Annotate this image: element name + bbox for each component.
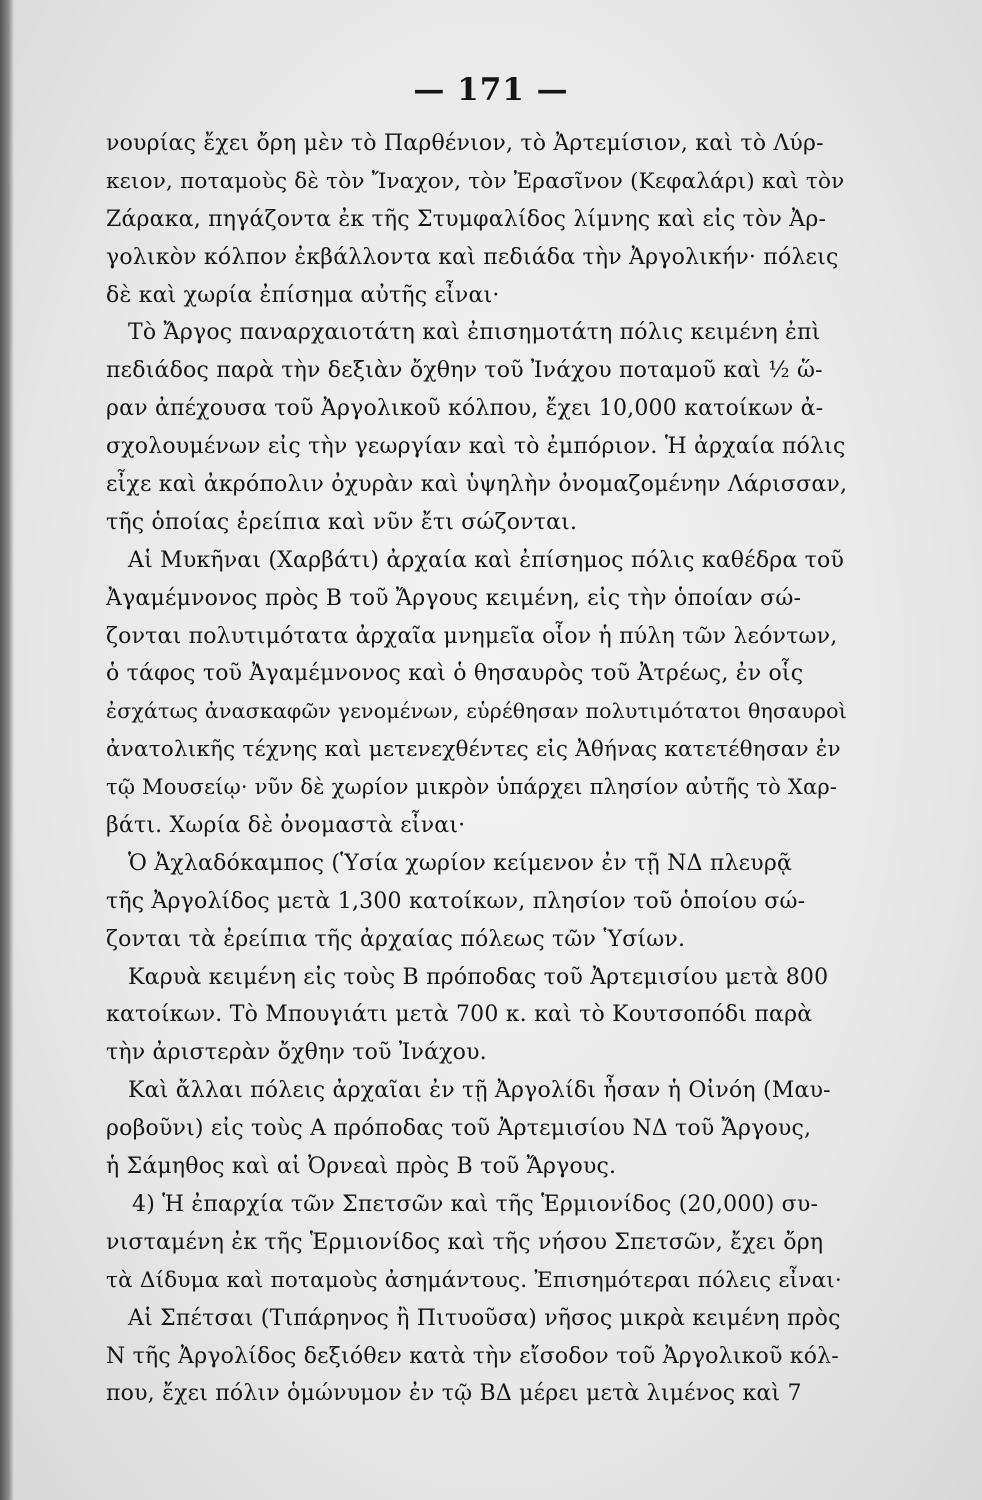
text-line: ἐσχάτως ἀνασκαφῶν γενομένων, εὑρέθησαν πολυτιμότατοι θησαυροὶ bbox=[106, 699, 847, 724]
text-line: τῆς Ἀργολίδος μετὰ 1,300 κατοίκων, πλησίον τοῦ ὁποίου σώ- bbox=[106, 888, 806, 914]
text-line: που, ἔχει πόλιν ὁμώνυμον ἐν τῷ ΒΔ μέρει μετὰ λιμένος καὶ 7 bbox=[106, 1381, 802, 1407]
text-line: Ν τῆς Ἀργολίδος δεξιόθεν κατὰ τὴν εἴσοδον τοῦ Ἀργολικοῦ κόλ- bbox=[106, 1343, 839, 1369]
text-line: νουρίας ἔχει ὄρη μὲν τὸ Παρθένιον, τὸ Ἀρτεμίσιον, καὶ τὸ Λύρ- bbox=[106, 131, 824, 156]
paragraph-start-line: Αἱ Σπέτσαι (Τιπάρηνος ἢ Πιτυοῦσα) νῆσος μικρὰ κειμένη πρὸς bbox=[128, 1305, 841, 1331]
text-line: ροβοῦνι) εἰς τοὺς Α πρόποδας τοῦ Ἀρτεμισίου ΝΔ τοῦ Ἄργους, bbox=[106, 1116, 812, 1142]
paragraph-start-line: Καρυὰ κειμένη εἰς τοὺς Β πρόποδας τοῦ Ἀρτεμισίου μετὰ 800 bbox=[128, 964, 829, 990]
page-number: — 171 — bbox=[413, 72, 569, 108]
text-line: τῷ Μουσείῳ· νῦν δὲ χωρίον μικρὸν ὑπάρχει πλησίον αὐτῆς τὸ Χαρ- bbox=[106, 775, 838, 800]
paragraph-start-line: Καὶ ἄλλαι πόλεις ἀρχαῖαι ἐν τῇ Ἀργολίδι ἦσαν ἡ Οἰνόη (Μαυ- bbox=[128, 1078, 831, 1104]
text-line: πεδιάδος παρὰ τὴν δεξιὰν ὄχθην τοῦ Ἰνάχου ποταμοῦ καὶ ½ ὥ- bbox=[106, 358, 823, 384]
text-line: τὴν ἀριστερὰν ὄχθην τοῦ Ἰνάχου. bbox=[106, 1040, 487, 1066]
text-line: ραν ἀπέχουσα τοῦ Ἀργολικοῦ κόλπου, ἔχει 10,000 κατοίκων ἀ- bbox=[106, 396, 824, 422]
text-line: εἶχε καὶ ἀκρόπολιν ὀχυρὰν καὶ ὑψηλὴν ὀνομαζομένην Λάρισσαν, bbox=[106, 472, 848, 498]
paragraph-start-line: 4) Ἡ ἐπαρχία τῶν Σπετσῶν καὶ τῆς Ἑρμιονίδος (20,000) συ- bbox=[132, 1191, 819, 1217]
text-line: τὰ Δίδυμα καὶ ποταμοὺς ἀσημάντους. Ἐπισημότεραι πόλεις εἶναι· bbox=[106, 1267, 842, 1293]
text-line: γολικὸν κόλπον ἐκβάλλοντα καὶ πεδιάδα τὴν Ἀργολικήν· πόλεις bbox=[106, 244, 839, 270]
text-line: σχολουμένων εἰς τὴν γεωργίαν καὶ τὸ ἐμπόριον. Ἡ ἀρχαία πόλις bbox=[106, 434, 846, 460]
paragraph-start-line: Αἱ Μυκῆναι (Χαρβάτι) ἀρχαία καὶ ἐπίσημος πόλις καθέδρα τοῦ bbox=[128, 547, 845, 573]
text-line: νισταμένη ἐκ τῆς Ἑρμιονίδος καὶ τῆς νήσου Σπετσῶν, ἔχει ὄρη bbox=[106, 1229, 824, 1255]
text-line: Ζάρακα, πηγάζοντα ἐκ τῆς Στυμφαλίδος λίμνης καὶ εἰς τὸν Ἀρ- bbox=[106, 206, 827, 232]
body-text bbox=[106, 125, 848, 1413]
text-line: Ἀγαμέμνονος πρὸς Β τοῦ Ἄργους κειμένη, εἰς τὴν ὁποίαν σώ- bbox=[106, 585, 802, 611]
text-line: κατοίκων. Τὸ Μπουγιάτι μετὰ 700 κ. καὶ τὸ Κουτσοπόδι παρὰ bbox=[106, 1002, 813, 1028]
page-gutter-shadow bbox=[0, 0, 14, 1500]
text-line: ζονται τὰ ἐρείπια τῆς ἀρχαίας πόλεως τῶν Ὑσίων. bbox=[106, 926, 686, 952]
text-line: δὲ καὶ χωρία ἐπίσημα αὐτῆς εἶναι· bbox=[106, 282, 500, 308]
paragraph-start-line: Τὸ Ἄργος παναρχαιοτάτη καὶ ἐπισημοτάτη πόλις κειμένη ἐπὶ bbox=[128, 320, 821, 346]
text-line: βάτι. Χωρία δὲ ὀνομαστὰ εἶναι· bbox=[106, 813, 466, 839]
text-line: κειον, ποταμοὺς δὲ τὸν Ἴναχον, τὸν Ἐρασῖνον (Κεφαλάρι) καὶ τὸν bbox=[106, 168, 845, 194]
text-line: ἡ Σάμηθος καὶ αἱ Ὀρνεαὶ πρὸς Β τοῦ Ἄργους. bbox=[106, 1154, 617, 1180]
text-line: ὁ τάφος τοῦ Ἀγαμέμνονος καὶ ὁ θησαυρὸς τοῦ Ἀτρέως, ἐν οἷς bbox=[106, 661, 804, 687]
text-line: ζονται πολυτιμότατα ἀρχαῖα μνημεῖα οἷον ἡ πύλη τῶν λεόντων, bbox=[106, 623, 838, 649]
paragraph-start-line: Ὁ Ἀχλαδόκαμπος (Ὑσία χωρίον κείμενον ἐν τῇ ΝΔ πλευρᾷ bbox=[128, 850, 793, 876]
text-line: ἀνατολικῆς τέχνης καὶ μετενεχθέντες εἰς Ἀθήνας κατετέθησαν ἐν bbox=[106, 737, 841, 763]
text-line: τῆς ὁποίας ἐρείπια καὶ νῦν ἔτι σώζονται. bbox=[106, 509, 578, 535]
